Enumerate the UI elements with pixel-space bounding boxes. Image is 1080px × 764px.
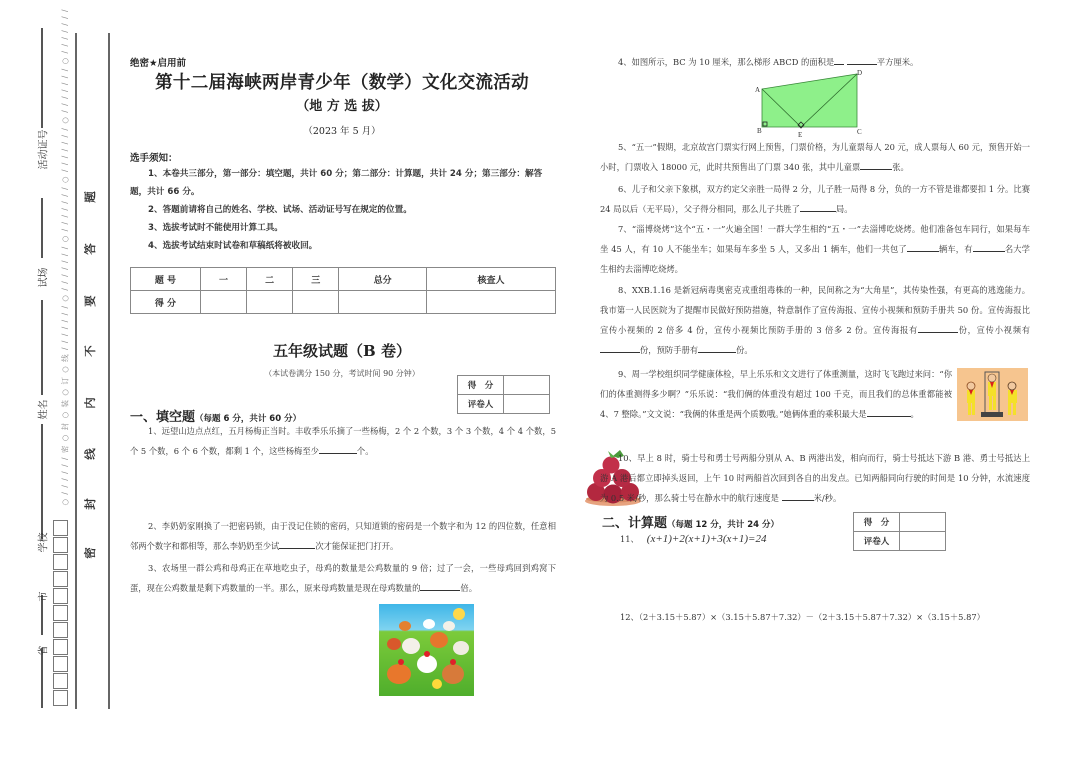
question-12-expression: （2＋3.15＋5.87）×（3.15＋5.87＋7.32）－（2＋3.15＋5.87＋7.32）×（3.15＋5.87） [638,612,985,622]
question-9-text: 9、周一学校组织同学健康体检，早上乐乐和文文进行了体重测量，这时飞飞跑过来问：“你们的体重测得多少啊？”乐乐说：“我们俩的体重没有超过 100 千克，而且我们的总体重都能被 4、7 整除。”文文说：“我俩的体重是两个质数哦。”她俩体重的乘积最大是 [600,369,952,419]
answer-blank[interactable] [973,242,1005,252]
field-line [41,648,43,708]
grader-score-cell[interactable] [504,376,550,395]
question-4-text: 4、如图所示，BC 为 10 厘米，那么梯形 ABCD 的面积是 [618,57,835,67]
warning-char: 密 [82,547,97,559]
label-d: D [857,69,863,77]
id-box[interactable] [53,639,68,655]
warning-char: 封 [82,498,97,510]
id-box[interactable] [53,537,68,553]
answer-blank[interactable] [907,242,939,252]
score-header-cell: 总分 [339,268,427,291]
seal-line-text: ○ / / / / / / 密 ○ 封 ○ 装 ○ 订 ○ 线 / / / / / / / ○ / / / / / / / ○ / / / / / / / ○ / / / / / / / ○ / / / / / / / ○ / / / / / / / [60,8,70,506]
warning-char: 答 [82,243,97,255]
answer-blank[interactable] [420,581,460,591]
seal-line-inner [75,33,77,709]
section1-note: （每题 6 分，共计 60 分） [195,414,302,424]
score-cell[interactable] [426,291,555,314]
id-box[interactable] [53,520,68,536]
question-10-text: 10、早上 8 时，骑士号和勇士号两船分别从 A、B 两港出发，相向而行，骑士号抵达下游 B 港、勇士号抵达上游 A 港后都立即掉头返回，上午 10 时两船首次回到各自的出发点。已知两船同向行驶的时间是 10 分钟，水流速度为 0.5 米/秒，那么骑士号在静水中的航行速度是 [600,453,1030,503]
exam-date: （2023 年 5 月） [303,126,381,137]
warning-char: 不 [82,345,97,357]
question-5-text: 5、“五一”假期，北京故宫门票实行网上预售，门票价格，为儿童票每人 20 元，成人票每人 60 元，预售开始一小时，门票收入 18000 元，此时共预售出了门票 340 张，其中儿童票 [600,142,1030,172]
question-7 [600,219,1030,279]
question-3 [130,558,556,598]
field-line [41,300,43,395]
score-header-cell: 三 [293,268,339,291]
warning-char: 题 [82,191,97,203]
kids-weighing-image [957,368,1028,421]
question-8-mid2: 份，预防手册有 [640,345,699,355]
score-header-cell: 二 [247,268,293,291]
id-box[interactable] [53,588,68,604]
score-cell[interactable] [293,291,339,314]
warning-char: 线 [82,448,97,460]
score-table-score-row [131,291,556,314]
trapezoid-figure [750,64,870,140]
id-box[interactable] [53,554,68,570]
question-11-number: 11、 [620,534,639,544]
answer-blank[interactable] [279,539,315,549]
field-label-name: 姓名 [38,399,50,420]
id-box[interactable] [53,622,68,638]
id-box[interactable] [53,690,68,706]
secret-label: 绝密★启用前 [130,58,187,69]
question-11-equation: (x+1)+2(x+1)+3(x+1)=24 [646,533,767,545]
chickens-illustration [379,604,474,696]
question-3-suffix: 倍。 [460,583,478,593]
grader-name-label: 评卷人 [458,395,504,414]
field-line [41,198,43,258]
grader-score-label: 得 分 [458,376,504,395]
question-1-text: 1、远望山边点点红，五月杨梅正当时。丰收季乐乐摘了一些杨梅，2 个 2 个数，3 个 3 个数，4 个 4 个数，5 个 5 个数，6 个 6 个数，都剩 1 个，这些杨梅至少 [130,426,556,456]
notice-item-2: 2、答题前请将自己的姓名、学校、试场、活动证号写在规定的位置。 [148,205,412,215]
question-7-mid: 辆车，有 [938,244,973,254]
question-5 [600,137,1030,177]
question-12 [620,607,1040,627]
grader-box-section2 [853,512,946,551]
label-a: A [755,86,761,94]
warning-char: 内 [82,397,97,409]
score-table [130,267,556,314]
field-label-exam-room: 试场 [38,267,50,288]
warning-char: 要 [82,295,97,307]
label-e: E [798,131,803,139]
notice-item-1: 1、本卷共三部分，第一部分：填空题，共计 60 分；第二部分：计算题，共计 24 分；第三部分：解答题，共计 66 分。 [130,169,543,197]
question-2 [130,516,556,556]
answer-blank[interactable] [918,323,958,333]
label-b: B [757,127,762,135]
notice-item-4: 4、选拔考试结束时试卷和草稿纸将被收回。 [148,241,318,251]
score-table-header-row [131,268,556,291]
question-9 [600,364,952,424]
section2-title: 二、计算题 [602,516,668,531]
question-2-suffix: 次才能保证把门打开。 [315,541,399,551]
grader-box-section1 [457,375,550,414]
id-box[interactable] [53,571,68,587]
grader-score-label: 得 分 [854,513,900,532]
binding-strip [0,0,120,764]
answer-blank[interactable] [867,407,911,417]
chickens-image [379,604,474,696]
grader-name-cell[interactable] [900,532,946,551]
grader-name-label: 评卷人 [854,532,900,551]
field-line [41,424,43,539]
field-label-school: 学校 [38,532,50,553]
grader-name-cell[interactable] [504,395,550,414]
question-3-text: 3、农场里一群公鸡和母鸡正在草地吃虫子，母鸡的数量是公鸡数量的 9 倍；过了一会，一些母鸡回到鸡窝下蛋，现在公鸡数量是剩下鸡数量的一半。那么，原来母鸡数量是现在母鸡数量的 [130,563,556,593]
notice-heading: 选手须知： [130,153,178,164]
question-6-suffix: 局。 [835,204,853,214]
question-8-mid1: 份，宣传小视频有 [957,325,1030,335]
section2-note: （每题 12 分，共计 24 分） [667,520,780,530]
seal-line-outer [108,33,110,709]
exam-title: 第十二届海峡两岸青少年（数学）文化交流活动 [155,73,529,93]
question-7-suffix: 名大学生相约去淄博吃烧烤。 [600,244,1030,274]
notice-item-3: 3、选拔考试时不能使用计算工具。 [148,223,283,233]
score-header-cell: 题 号 [131,268,201,291]
question-8-text: 8、XXB.1.16 是新冠病毒奥密克戎重组毒株的一种，民间称之为“大角星”，其传染性强，有更高的逃逸能力。我市第一人民医院为了提醒市民做好预防措施，特意制作了宣传海报、宣传小视频和预防手册共 50 份。宣传海报比宣传小视频的 2 倍多 4 份，宣传小视频比预防手册的 3 倍多 2 份。宣传海报有 [600,285,1030,335]
question-4-suffix: 平方厘米。 [876,57,919,67]
score-row-label: 得 分 [131,291,201,314]
answer-blank[interactable] [782,491,814,501]
kids-illustration [957,368,1028,421]
field-label-city: 市 [38,591,50,602]
answer-blank[interactable] [800,202,836,212]
question-6-text: 6、儿子和父亲下象棋，双方约定父亲胜一局得 2 分，儿子胜一局得 8 分，负的一方不管是谁都要扣 1 分。比赛 24 局以后（无平局），父子得分相同，那么儿子共胜了 [600,184,1030,214]
question-10-suffix: 米/秒。 [813,493,842,503]
score-cell[interactable] [339,291,427,314]
question-9-suffix: 。 [910,409,919,419]
answer-blank[interactable] [860,160,892,170]
question-10 [600,448,1030,508]
section1-title: 一、填空题 [130,410,196,425]
score-header-cell: 一 [201,268,247,291]
question-6 [600,179,1030,219]
id-box[interactable] [53,605,68,621]
answer-blank[interactable] [319,444,357,454]
question-7-text: 7、“淄博烧烤”这个“五・一”火遍全国！一群大学生相约“五・一”去淄博吃烧烤。他们准备包车同行，如果每车坐 45 人，有 10 人不能坐车；如果每车多坐 5 人，又多出 1 辆车，他们一共包了 [600,224,1030,254]
answer-blank[interactable] [698,343,736,353]
score-header-cell: 核查人 [426,268,555,291]
score-cell[interactable] [201,291,247,314]
question-8 [600,280,1030,360]
field-line [41,28,43,128]
id-box[interactable] [53,656,68,672]
paper-note: （本试卷满分 150 分，考试时间 90 分钟） [264,369,420,378]
field-label-activity-id: 活动证号 [38,129,50,170]
paper-title: 五年级试题（B 卷） [273,342,411,360]
question-1-suffix: 个。 [356,446,374,456]
question-12-number: 12、 [620,612,639,622]
question-1 [130,421,556,461]
question-8-suffix: 份。 [736,345,753,355]
label-c: C [857,128,862,136]
field-label-province: 省 [38,645,50,656]
grader-score-cell[interactable] [900,513,946,532]
exam-subtitle: （地 方 选 拔） [296,99,388,114]
answer-blank[interactable] [600,343,640,353]
question-11 [620,529,860,549]
id-box[interactable] [53,673,68,689]
score-cell[interactable] [247,291,293,314]
question-5-suffix: 张。 [892,162,909,172]
question-2-text: 2、李奶奶家刚换了一把密码锁，由于没记住锁的密码，只知道锁的密码是一个数字和为 12 的四位数，任意相邻两个数字和都相等，那么李奶奶至少试 [130,521,556,551]
